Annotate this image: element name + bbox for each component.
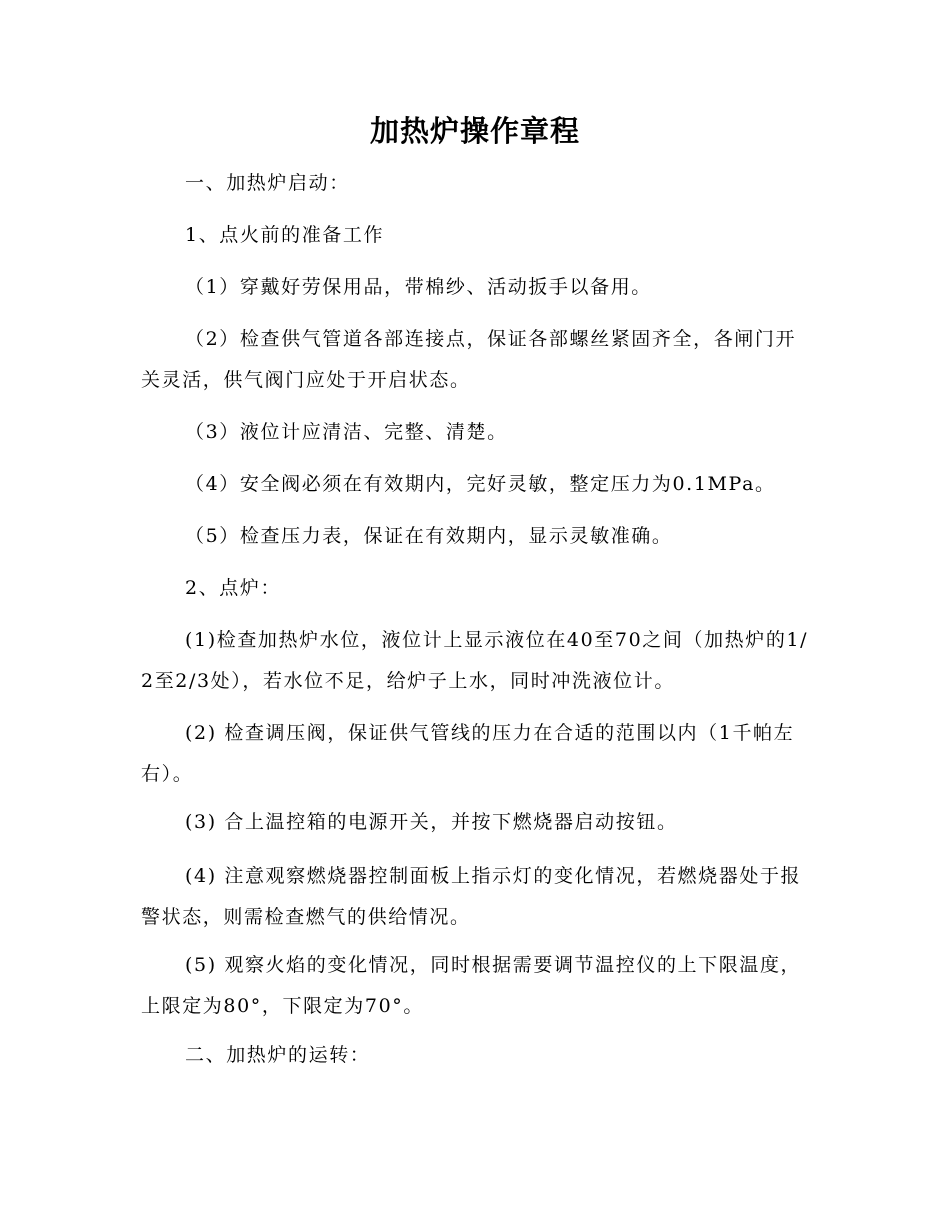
document-title: 加热炉操作章程 <box>369 114 580 148</box>
paragraph-item: (3) 合上温控箱的电源开关，并按下燃烧器启动按钮。 <box>185 811 678 833</box>
paragraph-item: (2) 检查调压阀，保证供气管线的压力在合适的范围以内（1千帕左右）。 <box>141 722 795 785</box>
subsection-heading-ignition: 2、点炉： <box>185 577 282 599</box>
paragraph-item: （3）液位计应清洁、完整、清楚。 <box>185 421 508 443</box>
subsection-heading-preparation: 1、点火前的准备工作 <box>185 224 385 246</box>
paragraph-item: (4) 注意观察燃烧器控制面板上指示灯的变化情况，若燃烧器处于报警状态，则需检查燃气的供给情况。 <box>141 865 802 928</box>
paragraph-item: (5) 观察火焰的变化情况，同时根据需要调节温控仪的上下限温度，上限定为80°，下限定为70°。 <box>141 954 802 1017</box>
paragraph-item: （1）穿戴好劳保用品，带棉纱、活动扳手以备用。 <box>185 276 652 298</box>
paragraph-item: （4）安全阀必须在有效期内，完好灵敏，整定压力为0.1MPa。 <box>185 473 776 495</box>
section-heading-operation: 二、加热炉的运转： <box>185 1044 371 1066</box>
paragraph-item: （2）检查供气管道各部连接点，保证各部螺丝紧固齐全，各闸门开关灵活，供气阀门应处于开启状态。 <box>141 328 797 391</box>
paragraph-item: (1)检查加热炉水位，液位计上显示液位在40至70之间（加热炉的1/2至2/3处），若水位不足，给炉子上水，同时冲洗液位计。 <box>141 629 809 692</box>
section-heading-startup: 一、加热炉启动： <box>185 172 350 194</box>
paragraph-item: （5）检查压力表，保证在有效期内，显示灵敏准确。 <box>185 525 673 547</box>
